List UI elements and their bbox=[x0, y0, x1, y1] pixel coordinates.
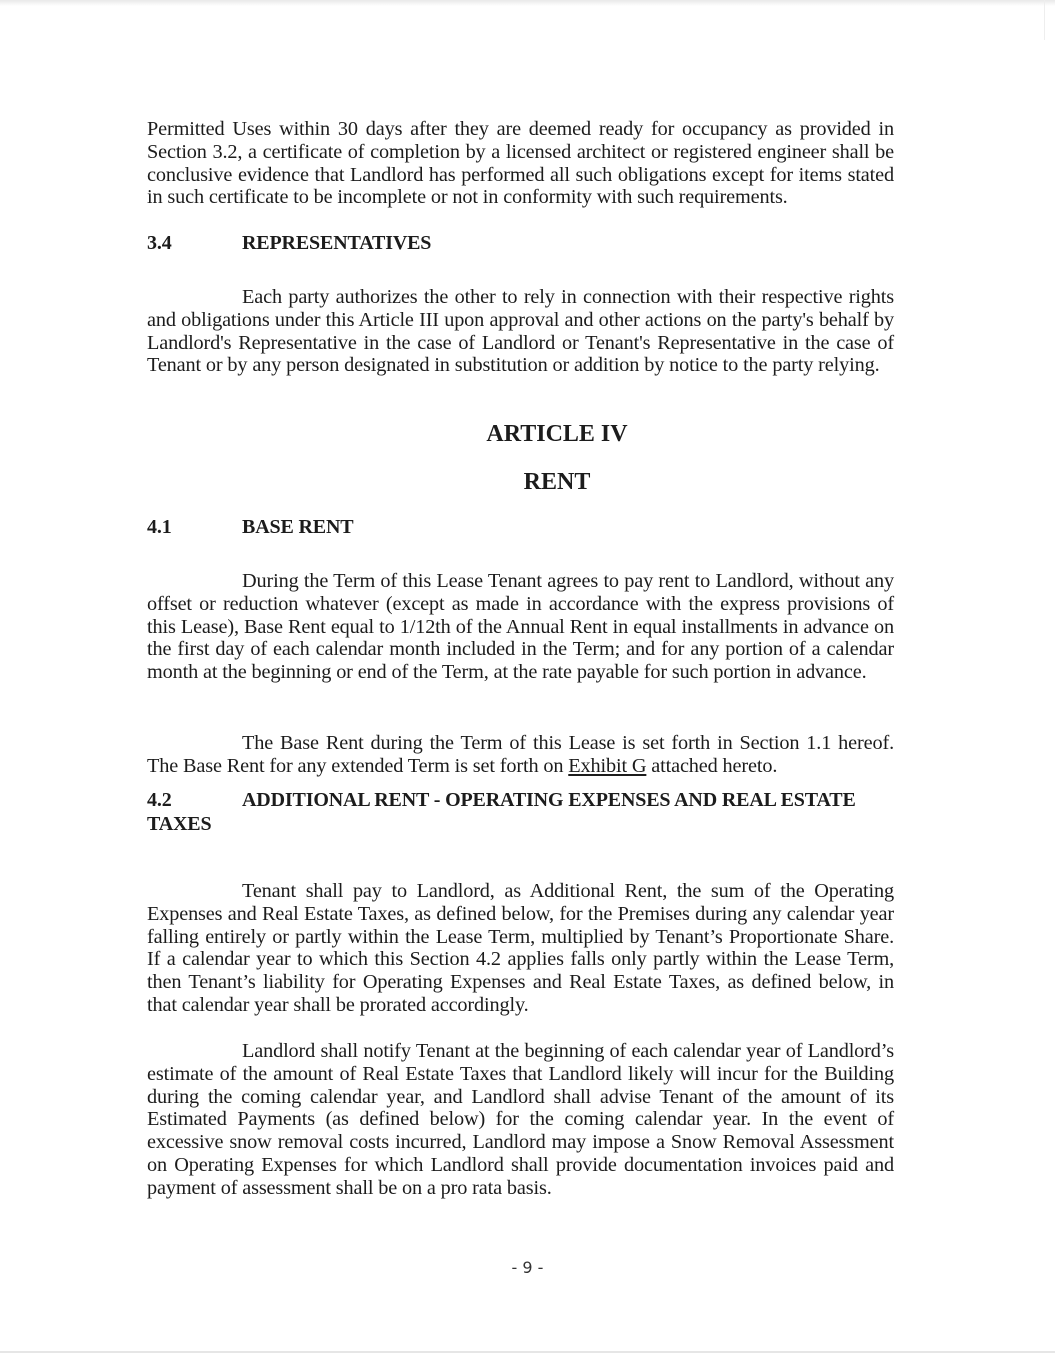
page-edge-top bbox=[0, 0, 1055, 6]
paragraph-base-rent-term bbox=[147, 732, 894, 778]
section-title: BASE RENT bbox=[242, 516, 354, 538]
article-heading: ARTICLE IV bbox=[486, 421, 628, 447]
article-subheading: RENT bbox=[523, 469, 591, 495]
page-edge-mark bbox=[1044, 0, 1045, 40]
section-3-4-heading bbox=[147, 232, 894, 255]
section-title: ADDITIONAL RENT - OPERATING EXPENSES AND REAL ESTATE TAXES bbox=[147, 789, 856, 835]
exhibit-g-reference: Exhibit G bbox=[568, 754, 647, 777]
paragraph-permitted-uses: Permitted Uses within 30 days after they are deemed ready for occupancy as provided in Section 3.2, a certificate of completion by a licensed architect or registered engineer shall be conclusive evidence that Landlord has performed all such obligations except for items stated in such certificate to be incomplete or not in conformity with such requirements. bbox=[147, 118, 894, 209]
paragraph-representatives: Each party authorizes the other to rely in connection with their respective rights and obligations under this Article III upon approval and other actions on the party's behalf by Landlord's Representative in the case of Landlord or Tenant's Representative in the case of Tenant or by any person designated in substitution or addition by notice to the party relying. bbox=[147, 286, 894, 377]
section-title: REPRESENTATIVES bbox=[242, 232, 432, 254]
text-segment: attached hereto. bbox=[646, 754, 778, 777]
section-number: 4.1 bbox=[147, 516, 172, 538]
text-segment: The Base Rent during the Term of this Lease is set forth in Section 1.1 hereof. The Base Rent for any extended Term is set forth on bbox=[147, 732, 894, 777]
paragraph-base-rent: During the Term of this Lease Tenant agrees to pay rent to Landlord, without any offset or reduction whatever (except as made in accordance with the express provisions of this Lease), Base Rent equal to 1/12th of the Annual Rent in equal installments in advance on the first day of each calendar month included in the Term; and for any portion of a calendar month at the beginning or end of the Term, at the rate payable for such portion in advance. bbox=[147, 570, 894, 684]
section-number: 4.2 bbox=[147, 789, 172, 811]
section-4-1-heading bbox=[147, 516, 894, 539]
paragraph-additional-rent: Tenant shall pay to Landlord, as Additional Rent, the sum of the Operating Expenses and Real Estate Taxes, as defined below, for the Premises during any calendar year falling entirely or partly within the Lease Term, multiplied by Tenant’s Proportionate Share. If a calendar year to which this Section 4.2 applies falls only partly within the Lease Term, then Tenant’s liability for Operating Expenses and Real Estate Taxes, as defined below, in that calendar year shall be prorated accordingly. bbox=[147, 880, 894, 1016]
section-4-2-heading bbox=[147, 788, 894, 836]
page-edge-bottom bbox=[0, 1351, 1055, 1353]
paragraph-estimate-notice: Landlord shall notify Tenant at the beginning of each calendar year of Landlord’s estimate of the amount of Real Estate Taxes that Landlord likely will incur for the Building during the coming calendar year, and Landlord shall advise Tenant of the amount of its Estimated Payments (as defined below) for the coming calendar year. In the event of excessive snow removal costs incurred, Landlord may impose a Snow Removal Assessment on Operating Expenses for which Landlord shall provide documentation invoices paid and payment of assessment shall be on a pro rata basis. bbox=[147, 1040, 894, 1199]
section-number: 3.4 bbox=[147, 232, 172, 254]
page-number: - 9 - bbox=[511, 1258, 544, 1277]
